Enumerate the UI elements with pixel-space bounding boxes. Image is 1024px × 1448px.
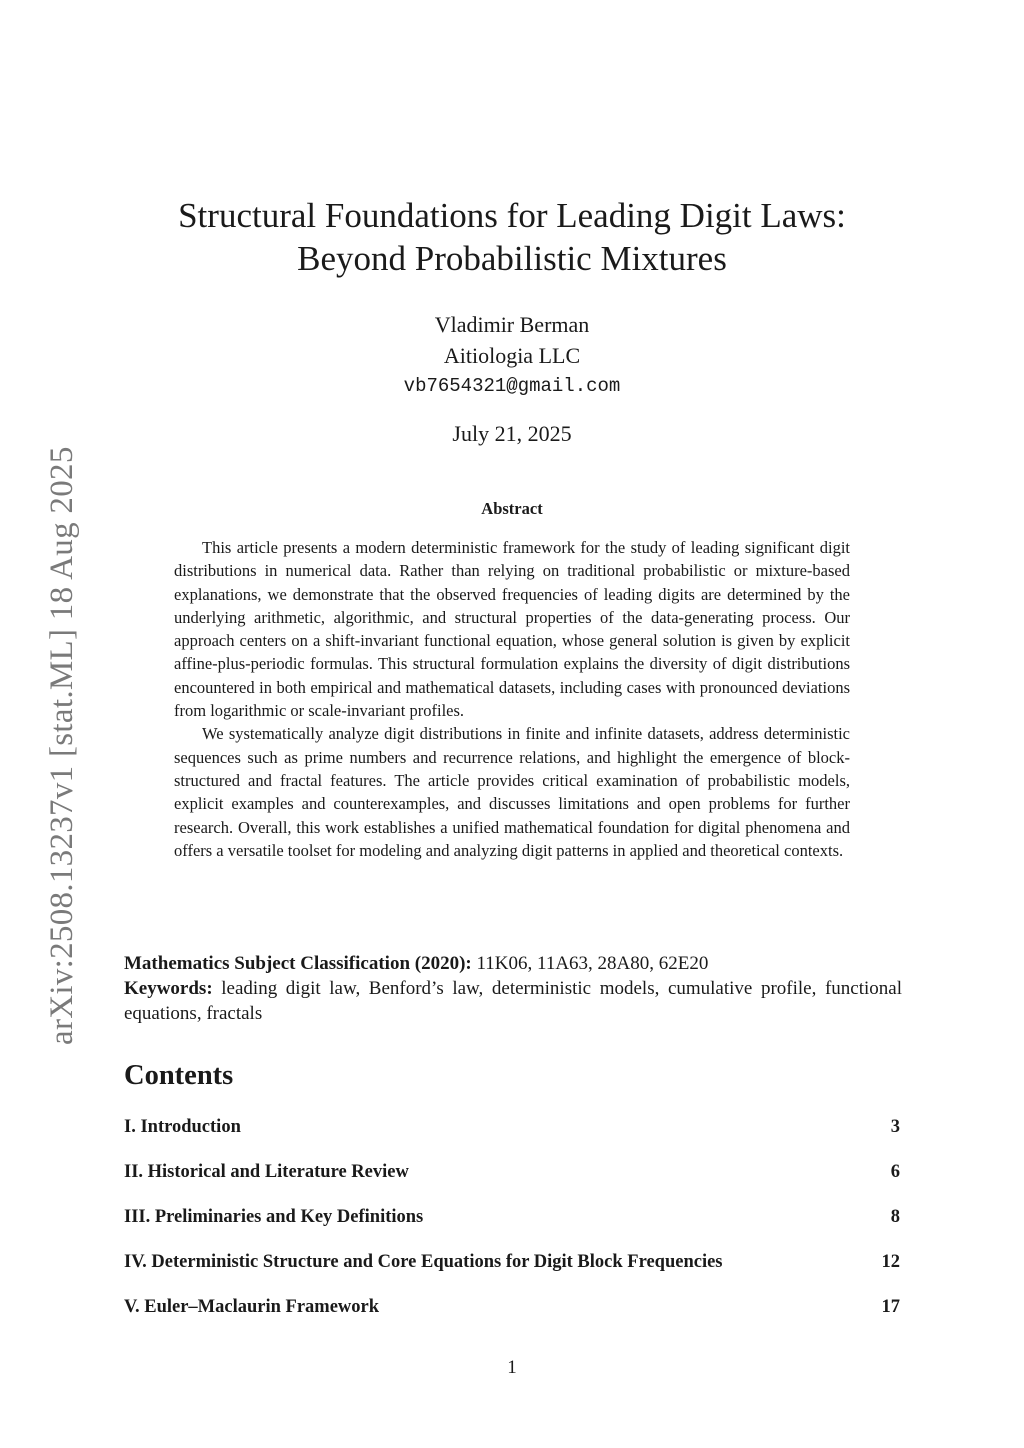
classification-block	[124, 951, 902, 1026]
contents-heading: Contents	[124, 1060, 234, 1091]
author-block	[124, 309, 900, 402]
toc-entry-page: 17	[881, 1297, 900, 1317]
page-number: 1	[507, 1357, 517, 1378]
title-line-2: Beyond Probabilistic Mixtures	[297, 239, 727, 278]
paper-date: July 21, 2025	[452, 421, 572, 446]
toc-entry-page: 6	[890, 1162, 900, 1182]
toc-entry[interactable]	[124, 1245, 900, 1290]
toc-entry[interactable]	[124, 1155, 900, 1200]
author-affiliation: Aitiologia LLC	[443, 343, 581, 368]
msc-value: 11K06, 11A63, 28A80, 62E20	[476, 953, 709, 974]
keywords-value: leading digit law, Benford’s law, deterministic models, cumulative profile, functional equations, fractals	[124, 978, 902, 1024]
toc-entry-title: II. Historical and Literature Review	[124, 1162, 409, 1182]
abstract-body	[174, 536, 850, 862]
toc-entry-title: IV. Deterministic Structure and Core Equations for Digit Block Frequencies	[124, 1252, 723, 1272]
paper-title	[124, 194, 900, 280]
toc-entry[interactable]	[124, 1200, 900, 1245]
table-of-contents	[124, 1110, 900, 1335]
keywords-label: Keywords:	[124, 978, 213, 999]
toc-entry-title: I. Introduction	[124, 1117, 241, 1137]
toc-entry-title: III. Preliminaries and Key Definitions	[124, 1207, 424, 1227]
keywords-line	[124, 976, 902, 1026]
title-line-1: Structural Foundations for Leading Digit Laws:	[178, 196, 846, 235]
toc-entry-page: 3	[890, 1117, 900, 1137]
abstract-paragraph: We systematically analyze digit distributions in finite and infinite datasets, address deterministic sequences such as prime numbers and recurrence relations, and highlight the emergence of block-structured and fractal features. The article provides critical examination of probabilistic models, explicit examples and counterexamples, and discusses limitations and open problems for further research. Overall, this work establishes a unified mathematical foundation for digital phenomena and offers a versatile toolset for modeling and analyzing digit patterns in applied and theoretical contexts.	[174, 724, 850, 860]
msc-label: Mathematics Subject Classification (2020):	[124, 953, 472, 974]
abstract-paragraph: This article presents a modern deterministic framework for the study of leading significant digit distributions in numerical data. Rather than relying on traditional probabilistic or mixture-based explanations, we demonstrate that the observed frequencies of leading digits are determined by the underlying arithmetic, algorithmic, and structural properties of the data-generating process. Our approach centers on a shift-invariant functional equation, whose general solution is given by explicit affine-plus-periodic formulas. This structural formulation explains the diversity of digit distributions encountered in both empirical and mathematical datasets, including cases with pronounced deviations from logarithmic or scale-invariant profiles.	[174, 538, 850, 721]
toc-entry[interactable]	[124, 1110, 900, 1155]
author-email: vb7654321@gmail.com	[403, 375, 621, 397]
abstract-heading: Abstract	[481, 499, 543, 518]
toc-entry[interactable]	[124, 1290, 900, 1335]
arxiv-identifier: arXiv:2508.13237v1 [stat.ML] 18 Aug 2025	[44, 446, 80, 1045]
toc-entry-page: 8	[890, 1207, 900, 1227]
author-name: Vladimir Berman	[434, 312, 590, 337]
toc-entry-title: V. Euler–Maclaurin Framework	[124, 1297, 380, 1317]
toc-entry-page: 12	[881, 1252, 900, 1272]
msc-line	[124, 951, 902, 976]
